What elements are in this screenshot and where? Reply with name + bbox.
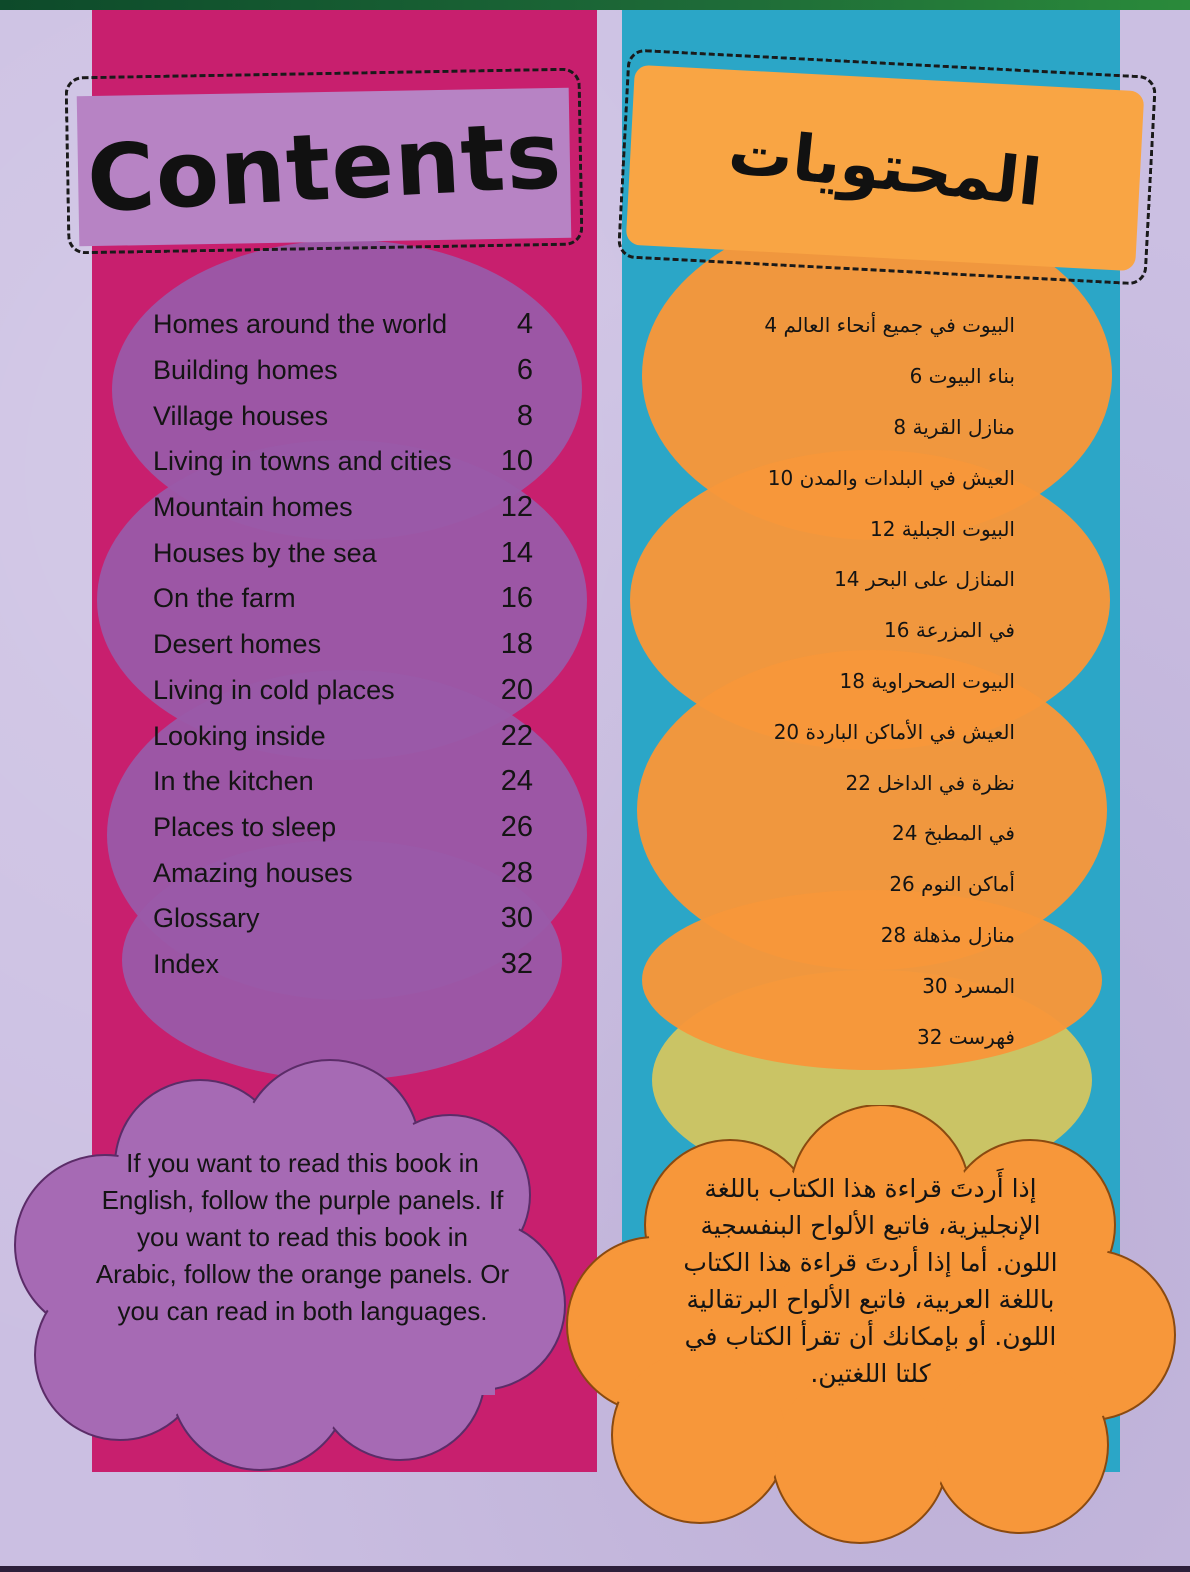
list-item: العيش في البلدات والمدن 10 (767, 465, 1015, 490)
page-number: 28 (500, 856, 533, 889)
list-item: أماكن النوم 26 (889, 872, 1015, 897)
list-item: المنازل على البحر 14 (834, 567, 1015, 592)
list-item (153, 805, 533, 851)
list-item: البيوت في جميع أنحاء العالم 4 (764, 313, 1015, 338)
list-item: البيوت الجبلية 12 (869, 516, 1015, 541)
list-item: البيوت الصحراوية 18 (839, 668, 1015, 693)
list-item (153, 348, 533, 394)
item-label: Mountain homes (153, 492, 353, 523)
bottom-edge-strip (0, 1566, 1190, 1572)
item-label: Living in cold places (153, 674, 395, 705)
list-item (153, 485, 533, 531)
item-label: Desert homes (153, 629, 322, 660)
page-number: 24 (500, 765, 533, 798)
item-label: Index (153, 948, 220, 979)
list-item: نظرة في الداخل 22 (845, 770, 1015, 795)
list-item: في المطبخ 24 (892, 821, 1015, 846)
page-number: 16 (500, 582, 533, 615)
list-item (153, 302, 533, 348)
page-title-arabic: المحتويات (725, 114, 1045, 222)
title-banner-english (77, 88, 572, 247)
list-item (153, 668, 533, 714)
list-item: فهرست 32 (916, 1024, 1015, 1049)
contents-list-arabic (660, 300, 1015, 1062)
page-title-english: Contents (84, 101, 564, 233)
item-label: Houses by the sea (153, 537, 377, 568)
list-item: بناء البيوت 6 (909, 364, 1015, 389)
list-item (153, 896, 533, 942)
list-item (153, 713, 533, 759)
list-item (153, 439, 533, 485)
page-number: 10 (500, 445, 533, 478)
page-number: 30 (500, 902, 533, 935)
list-item (153, 759, 533, 805)
page-number: 20 (500, 673, 533, 706)
page-number: 12 (500, 491, 533, 524)
list-item (153, 942, 533, 988)
list-item: العيش في الأماكن الباردة 20 (773, 719, 1015, 744)
contents-list-english (153, 302, 533, 987)
list-item (153, 530, 533, 576)
page-number: 4 (516, 308, 533, 341)
page-number: 22 (500, 719, 533, 752)
list-item: في المزرعة 16 (884, 618, 1015, 643)
page-number: 26 (500, 810, 533, 843)
english-note-text: If you want to read this book in English, follow the purple panels. If you want to read this book in Arabic, follow the orange panels. Or you can read in both languages. (95, 1148, 510, 1326)
arabic-note-text: إذا أَردتَ قراءة هذا الكتاب باللغة الإنجليزية، فاتبع الألواح البنفسجية اللون. أما إذا أردتَ قراءة هذا الكتاب باللغة العربية، فاتبع الألواح البرتقالية اللون. أو بإمكانك أن تقرأ الكتاب في كلتا اللغتين. (683, 1174, 1058, 1388)
page-number: 18 (500, 628, 533, 661)
page-number: 6 (516, 354, 533, 387)
item-label: Building homes (153, 355, 338, 386)
list-item: منازل مذهلة 28 (880, 922, 1015, 947)
page-number: 8 (516, 399, 533, 432)
item-label: On the farm (153, 583, 296, 614)
item-label: Looking inside (153, 720, 326, 751)
top-edge-strip (0, 0, 1190, 10)
list-item (153, 622, 533, 668)
item-label: Places to sleep (153, 811, 337, 842)
list-item (153, 393, 533, 439)
item-label: Village houses (153, 400, 329, 431)
item-label: Homes around the world (153, 309, 448, 340)
item-label: Living in towns and cities (153, 446, 452, 477)
list-item: منازل القرية 8 (893, 414, 1015, 439)
list-item (153, 576, 533, 622)
list-item (153, 850, 533, 896)
item-label: In the kitchen (153, 766, 314, 797)
title-banner-arabic (626, 65, 1145, 271)
page-number: 14 (500, 536, 533, 569)
page-number: 32 (500, 947, 533, 980)
item-label: Glossary (153, 903, 260, 934)
list-item: المسرد 30 (922, 973, 1015, 998)
item-label: Amazing houses (153, 857, 353, 888)
